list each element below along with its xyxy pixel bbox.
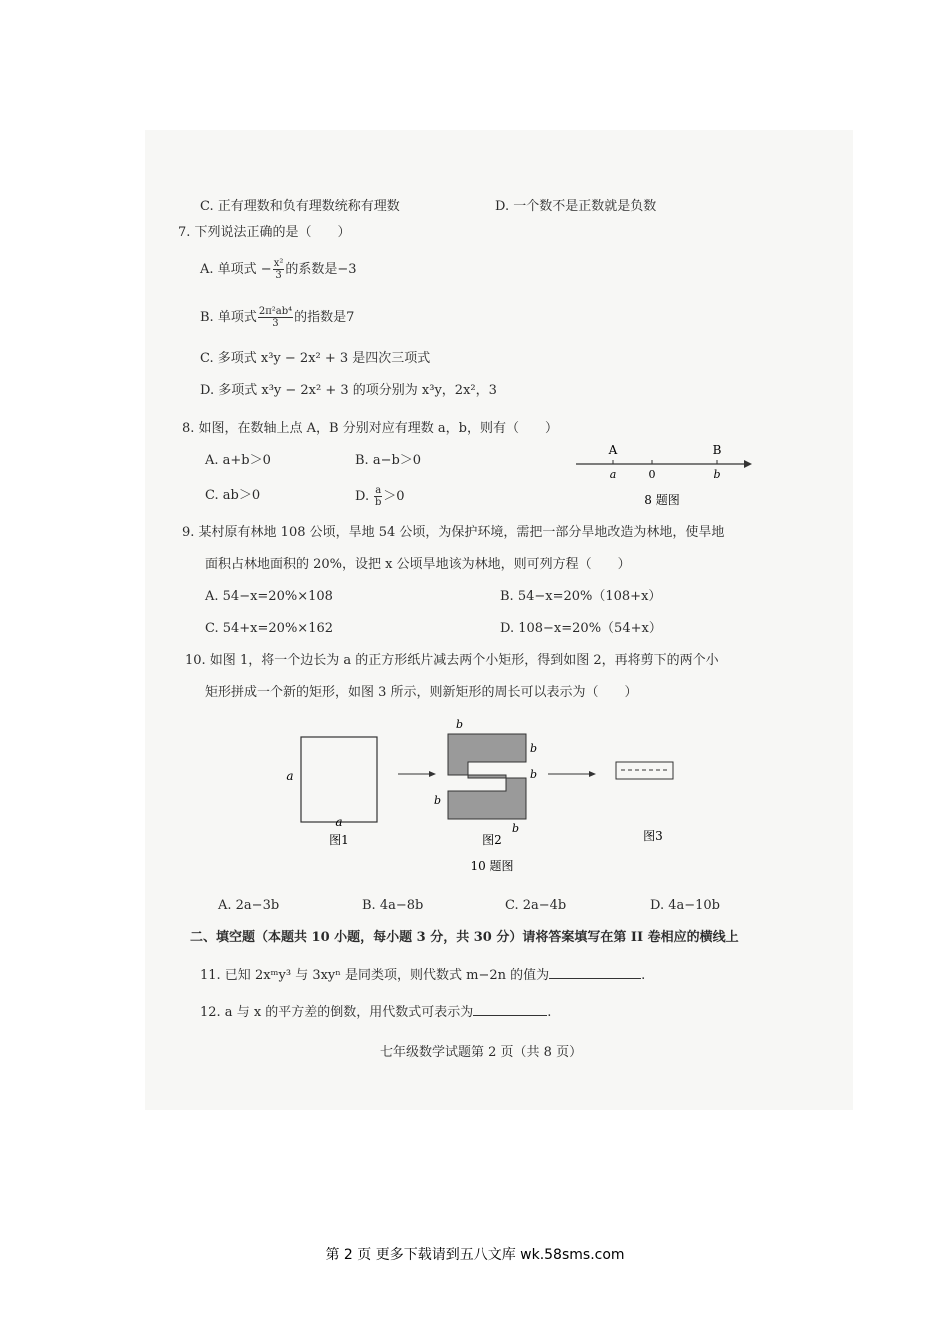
tick-0-label: 0	[648, 468, 656, 481]
q8-option-d: D. $\frac{a}{b}$ ＞0	[355, 485, 405, 508]
q7-option-c: C. 多项式 x³y − 2x² + 3 是四次三项式	[200, 351, 431, 366]
q9-option-b: B. 54−x=20%（108+x）	[500, 589, 662, 604]
q8-option-c: C. ab＞0	[205, 488, 261, 503]
fig2-b-left: b	[434, 794, 442, 807]
q8-stem: 8. 如图，在数轴上点 A，B 分别对应有理数 a，b，则有（ ）	[182, 421, 558, 436]
q11-answer-blank[interactable]	[549, 966, 641, 979]
q6-option-d: D. 一个数不是正数就是负数	[495, 199, 657, 214]
fig2-b-right-top: b	[530, 742, 538, 755]
fig2-b-bottom: b	[512, 822, 520, 835]
fig1-square	[301, 737, 377, 822]
q8-caption: 8 题图	[644, 493, 680, 507]
q9-line2: 面积占林地面积的 20%，设把 x 公顷旱地该为林地，则可列方程（ ）	[205, 557, 631, 572]
fig1-side-a-bottom: a	[335, 815, 343, 829]
site-footer: 第 2 页 更多下载请到五八文库 wk.58sms.com	[325, 1247, 625, 1263]
q10-option-c: C. 2a−4b	[505, 898, 567, 913]
point-b-label: B	[712, 443, 722, 457]
fig2-caption: 图2	[482, 833, 502, 847]
q12: 12. a 与 x 的平方差的倒数，用代数式可表示为 .	[200, 1005, 552, 1020]
q12-answer-blank[interactable]	[473, 1003, 547, 1016]
point-a-label: A	[608, 443, 618, 457]
tick-a-label: a	[609, 468, 617, 481]
q10-figures	[280, 712, 700, 882]
fig2-b-right-mid: b	[530, 768, 538, 781]
q10-option-a: A. 2a−3b	[218, 898, 280, 913]
q9-option-d: D. 108−x=20%（54+x）	[500, 621, 662, 636]
tick-b-label: b	[713, 468, 721, 481]
q8-option-b: B. a−b＞0	[355, 453, 422, 468]
q6-option-c: C. 正有理数和负有理数统称有理数	[200, 199, 400, 214]
q8-option-a: A. a+b＞0	[205, 453, 271, 468]
number-line-arrow	[744, 460, 752, 468]
fig3-caption: 图3	[643, 829, 663, 843]
q7-option-a: A. 单项式 − $\frac{\text{x²}}{3}$ 的系数是−3	[200, 258, 357, 281]
q10-line2: 矩形拼成一个新的矩形，如图 3 所示，则新矩形的周长可以表示为（ ）	[205, 685, 638, 700]
fig1-caption: 图1	[329, 833, 349, 847]
q9-option-c: C. 54+x=20%×162	[205, 621, 334, 636]
page-number: 七年级数学试题第 2 页（共 8 页）	[380, 1045, 583, 1060]
q10-caption: 10 题图	[470, 859, 514, 873]
q10-option-b: B. 4a−8b	[362, 898, 424, 913]
arrow-1-head	[429, 771, 436, 777]
arrow-2-head	[589, 771, 596, 777]
fig1-side-a-left: a	[286, 769, 294, 783]
q11: 11. 已知 2xᵐy³ 与 3xyⁿ 是同类项，则代数式 m−2n 的值为 .	[200, 968, 646, 983]
q7-option-d: D. 多项式 x³y − 2x² + 3 的项分别为 x³y，2x²，3	[200, 383, 497, 398]
fig2-shape	[448, 734, 526, 819]
fig2-b-top: b	[456, 718, 464, 731]
q7-stem: 7. 下列说法正确的是（ ）	[178, 225, 351, 240]
number-line-figure	[570, 438, 760, 510]
q9-line1: 9. 某村原有林地 108 公顷，旱地 54 公顷，为保护环境，需把一部分旱地改造为林地，使旱地	[182, 525, 725, 540]
q9-option-a: A. 54−x=20%×108	[205, 589, 333, 604]
q7-option-b: B. 单项式 $\frac{\text{2π²ab⁴}}{3}$ 的指数是7	[200, 306, 355, 329]
q10-line1: 10. 如图 1，将一个边长为 a 的正方形纸片减去两个小矩形，得到如图 2，再将剪下的两个小	[185, 653, 719, 668]
section-2-heading: 二、填空题（本题共 10 小题，每小题 3 分，共 30 分）请将答案填写在第 II 卷相应的横线上	[190, 930, 739, 945]
q10-option-d: D. 4a−10b	[650, 898, 721, 913]
